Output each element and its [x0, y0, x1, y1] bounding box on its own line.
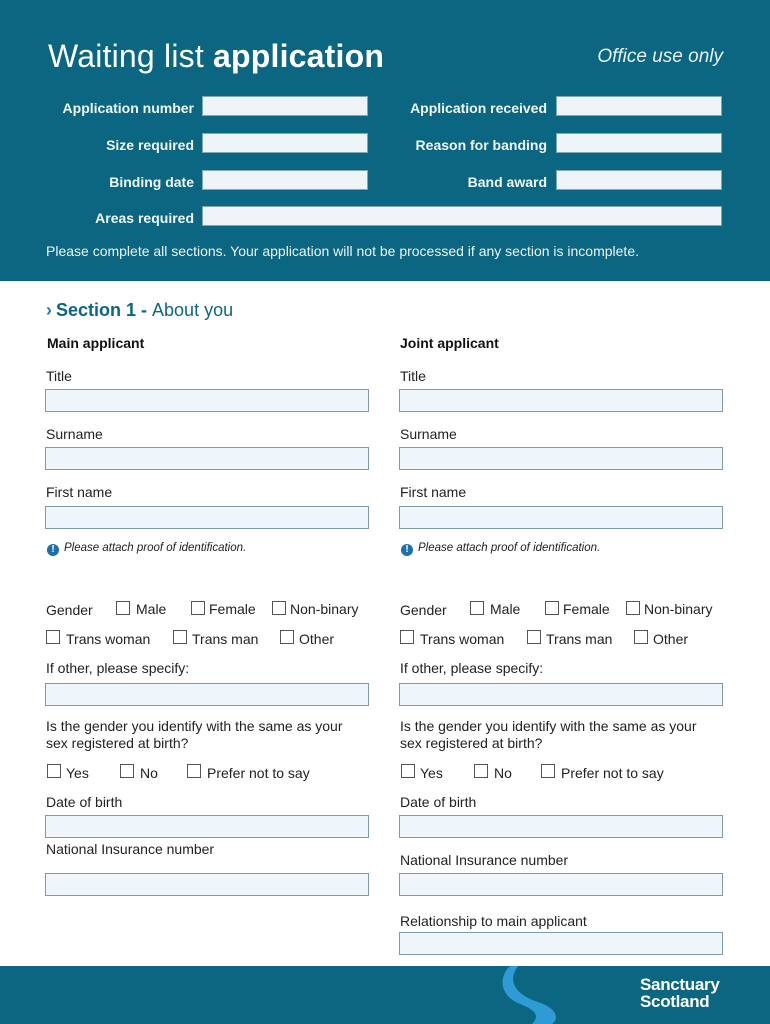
logo-line-1: Sanctuary [640, 975, 720, 994]
page-footer [0, 966, 770, 1024]
main-same-gender-prefer-not-label: Prefer not to say [207, 765, 310, 781]
joint-gender-other-label: Other [653, 631, 689, 647]
main-gender-male-checkbox[interactable] [116, 601, 130, 615]
joint-relationship-input[interactable] [399, 932, 723, 955]
reason-for-banding-field[interactable] [556, 133, 722, 153]
joint-gender-nonbinary-label: Non-binary [644, 601, 713, 617]
main-same-gender-yes-checkbox[interactable] [47, 764, 61, 778]
joint-other-specify-label: If other, please specify: [400, 660, 544, 676]
completion-note: Please complete all sections. Your application will not be processed if any section is incomplete. [46, 243, 639, 259]
joint-applicant-heading: Joint applicant [400, 335, 499, 351]
main-title-label: Title [46, 368, 72, 384]
info-icon: ! [401, 544, 413, 556]
main-first-name-input[interactable] [45, 506, 369, 529]
main-same-gender-yes-label: Yes [66, 765, 89, 781]
main-gender-other-checkbox[interactable] [280, 630, 294, 644]
size-required-field[interactable] [202, 133, 368, 153]
main-title-input[interactable] [45, 389, 369, 412]
joint-gender-female-checkbox[interactable] [545, 601, 559, 615]
joint-title-label: Title [400, 368, 426, 384]
joint-first-name-label: First name [400, 484, 467, 500]
title-regular: Waiting list [48, 38, 204, 74]
main-gender-trans-woman-label: Trans woman [66, 631, 151, 647]
joint-gender-trans-woman-checkbox[interactable] [400, 630, 414, 644]
main-gender-trans-woman-checkbox[interactable] [46, 630, 60, 644]
joint-gender-other-checkbox[interactable] [634, 630, 648, 644]
joint-first-name-input[interactable] [399, 506, 723, 529]
main-same-gender-no-checkbox[interactable] [120, 764, 134, 778]
joint-same-gender-no-label: No [494, 765, 512, 781]
joint-gender-trans-man-label: Trans man [546, 631, 613, 647]
joint-relationship-label: Relationship to main applicant [400, 913, 587, 929]
section-name: About you [152, 300, 234, 320]
joint-dob-label: Date of birth [400, 794, 477, 810]
main-gender-other-label: Other [299, 631, 335, 647]
main-gender-nonbinary-checkbox[interactable] [272, 601, 286, 615]
joint-other-specify-input[interactable] [399, 683, 723, 706]
main-gender-male-label: Male [136, 601, 167, 617]
joint-same-gender-no-checkbox[interactable] [474, 764, 488, 778]
joint-same-gender-yes-label: Yes [420, 765, 443, 781]
chevron-right-icon: › [46, 300, 52, 320]
main-first-name-label: First name [46, 484, 113, 500]
joint-gender-label: Gender [400, 602, 447, 618]
main-gender-female-label: Female [209, 601, 256, 617]
main-ni-input[interactable] [45, 873, 369, 896]
joint-gender-trans-man-checkbox[interactable] [527, 630, 541, 644]
joint-gender-trans-woman-label: Trans woman [420, 631, 505, 647]
office-header [0, 0, 770, 281]
joint-title-input[interactable] [399, 389, 723, 412]
joint-gender-male-checkbox[interactable] [470, 601, 484, 615]
areas-required-field[interactable] [202, 206, 722, 226]
joint-id-note-text: Please attach proof of identification. [418, 542, 601, 554]
info-icon: ! [47, 544, 59, 556]
binding-date-label: Binding date [109, 174, 194, 190]
joint-same-gender-prefer-not-checkbox[interactable] [541, 764, 555, 778]
section-title [46, 300, 233, 321]
reason-for-banding-label: Reason for banding [415, 137, 547, 153]
joint-id-note [401, 542, 600, 556]
main-same-gender-no-label: No [140, 765, 158, 781]
main-gender-label: Gender [46, 602, 93, 618]
main-same-gender-prefer-not-checkbox[interactable] [187, 764, 201, 778]
joint-same-gender-prefer-not-label: Prefer not to say [561, 765, 664, 781]
main-surname-label: Surname [46, 426, 103, 442]
main-gender-trans-man-label: Trans man [192, 631, 259, 647]
application-received-label: Application received [410, 100, 547, 116]
application-received-field[interactable] [556, 96, 722, 116]
main-ni-label: National Insurance number [46, 841, 215, 857]
section-separator: - [136, 300, 153, 320]
title-bold: application [213, 38, 385, 74]
joint-same-gender-question: Is the gender you identify with the same as your sex registered at birth? [400, 718, 697, 751]
main-other-specify-input[interactable] [45, 683, 369, 706]
joint-same-gender-yes-checkbox[interactable] [401, 764, 415, 778]
page-title [48, 36, 384, 76]
binding-date-field[interactable] [202, 170, 368, 190]
main-dob-input[interactable] [45, 815, 369, 838]
joint-gender-female-label: Female [563, 601, 610, 617]
main-same-gender-question: Is the gender you identify with the same as your sex registered at birth? [46, 718, 343, 751]
main-id-note-text: Please attach proof of identification. [64, 542, 247, 554]
sanctuary-scotland-logo [640, 976, 720, 1010]
main-gender-female-checkbox[interactable] [191, 601, 205, 615]
main-gender-nonbinary-label: Non-binary [290, 601, 359, 617]
main-dob-label: Date of birth [46, 794, 123, 810]
main-gender-trans-man-checkbox[interactable] [173, 630, 187, 644]
size-required-label: Size required [106, 137, 194, 153]
main-applicant-heading: Main applicant [47, 335, 145, 351]
joint-surname-label: Surname [400, 426, 457, 442]
band-award-label: Band award [467, 174, 547, 190]
joint-gender-nonbinary-checkbox[interactable] [626, 601, 640, 615]
joint-gender-male-label: Male [490, 601, 521, 617]
office-use-label: Office use only [597, 46, 723, 67]
main-surname-input[interactable] [45, 447, 369, 470]
main-other-specify-label: If other, please specify: [46, 660, 190, 676]
application-number-field[interactable] [202, 96, 368, 116]
joint-dob-input[interactable] [399, 815, 723, 838]
joint-ni-input[interactable] [399, 873, 723, 896]
logo-line-2: Scotland [640, 992, 710, 1011]
section-number: Section 1 [56, 300, 137, 320]
application-number-label: Application number [62, 100, 194, 116]
areas-required-label: Areas required [95, 210, 194, 226]
band-award-field[interactable] [556, 170, 722, 190]
joint-surname-input[interactable] [399, 447, 723, 470]
main-id-note [47, 542, 246, 556]
joint-ni-label: National Insurance number [400, 852, 569, 868]
